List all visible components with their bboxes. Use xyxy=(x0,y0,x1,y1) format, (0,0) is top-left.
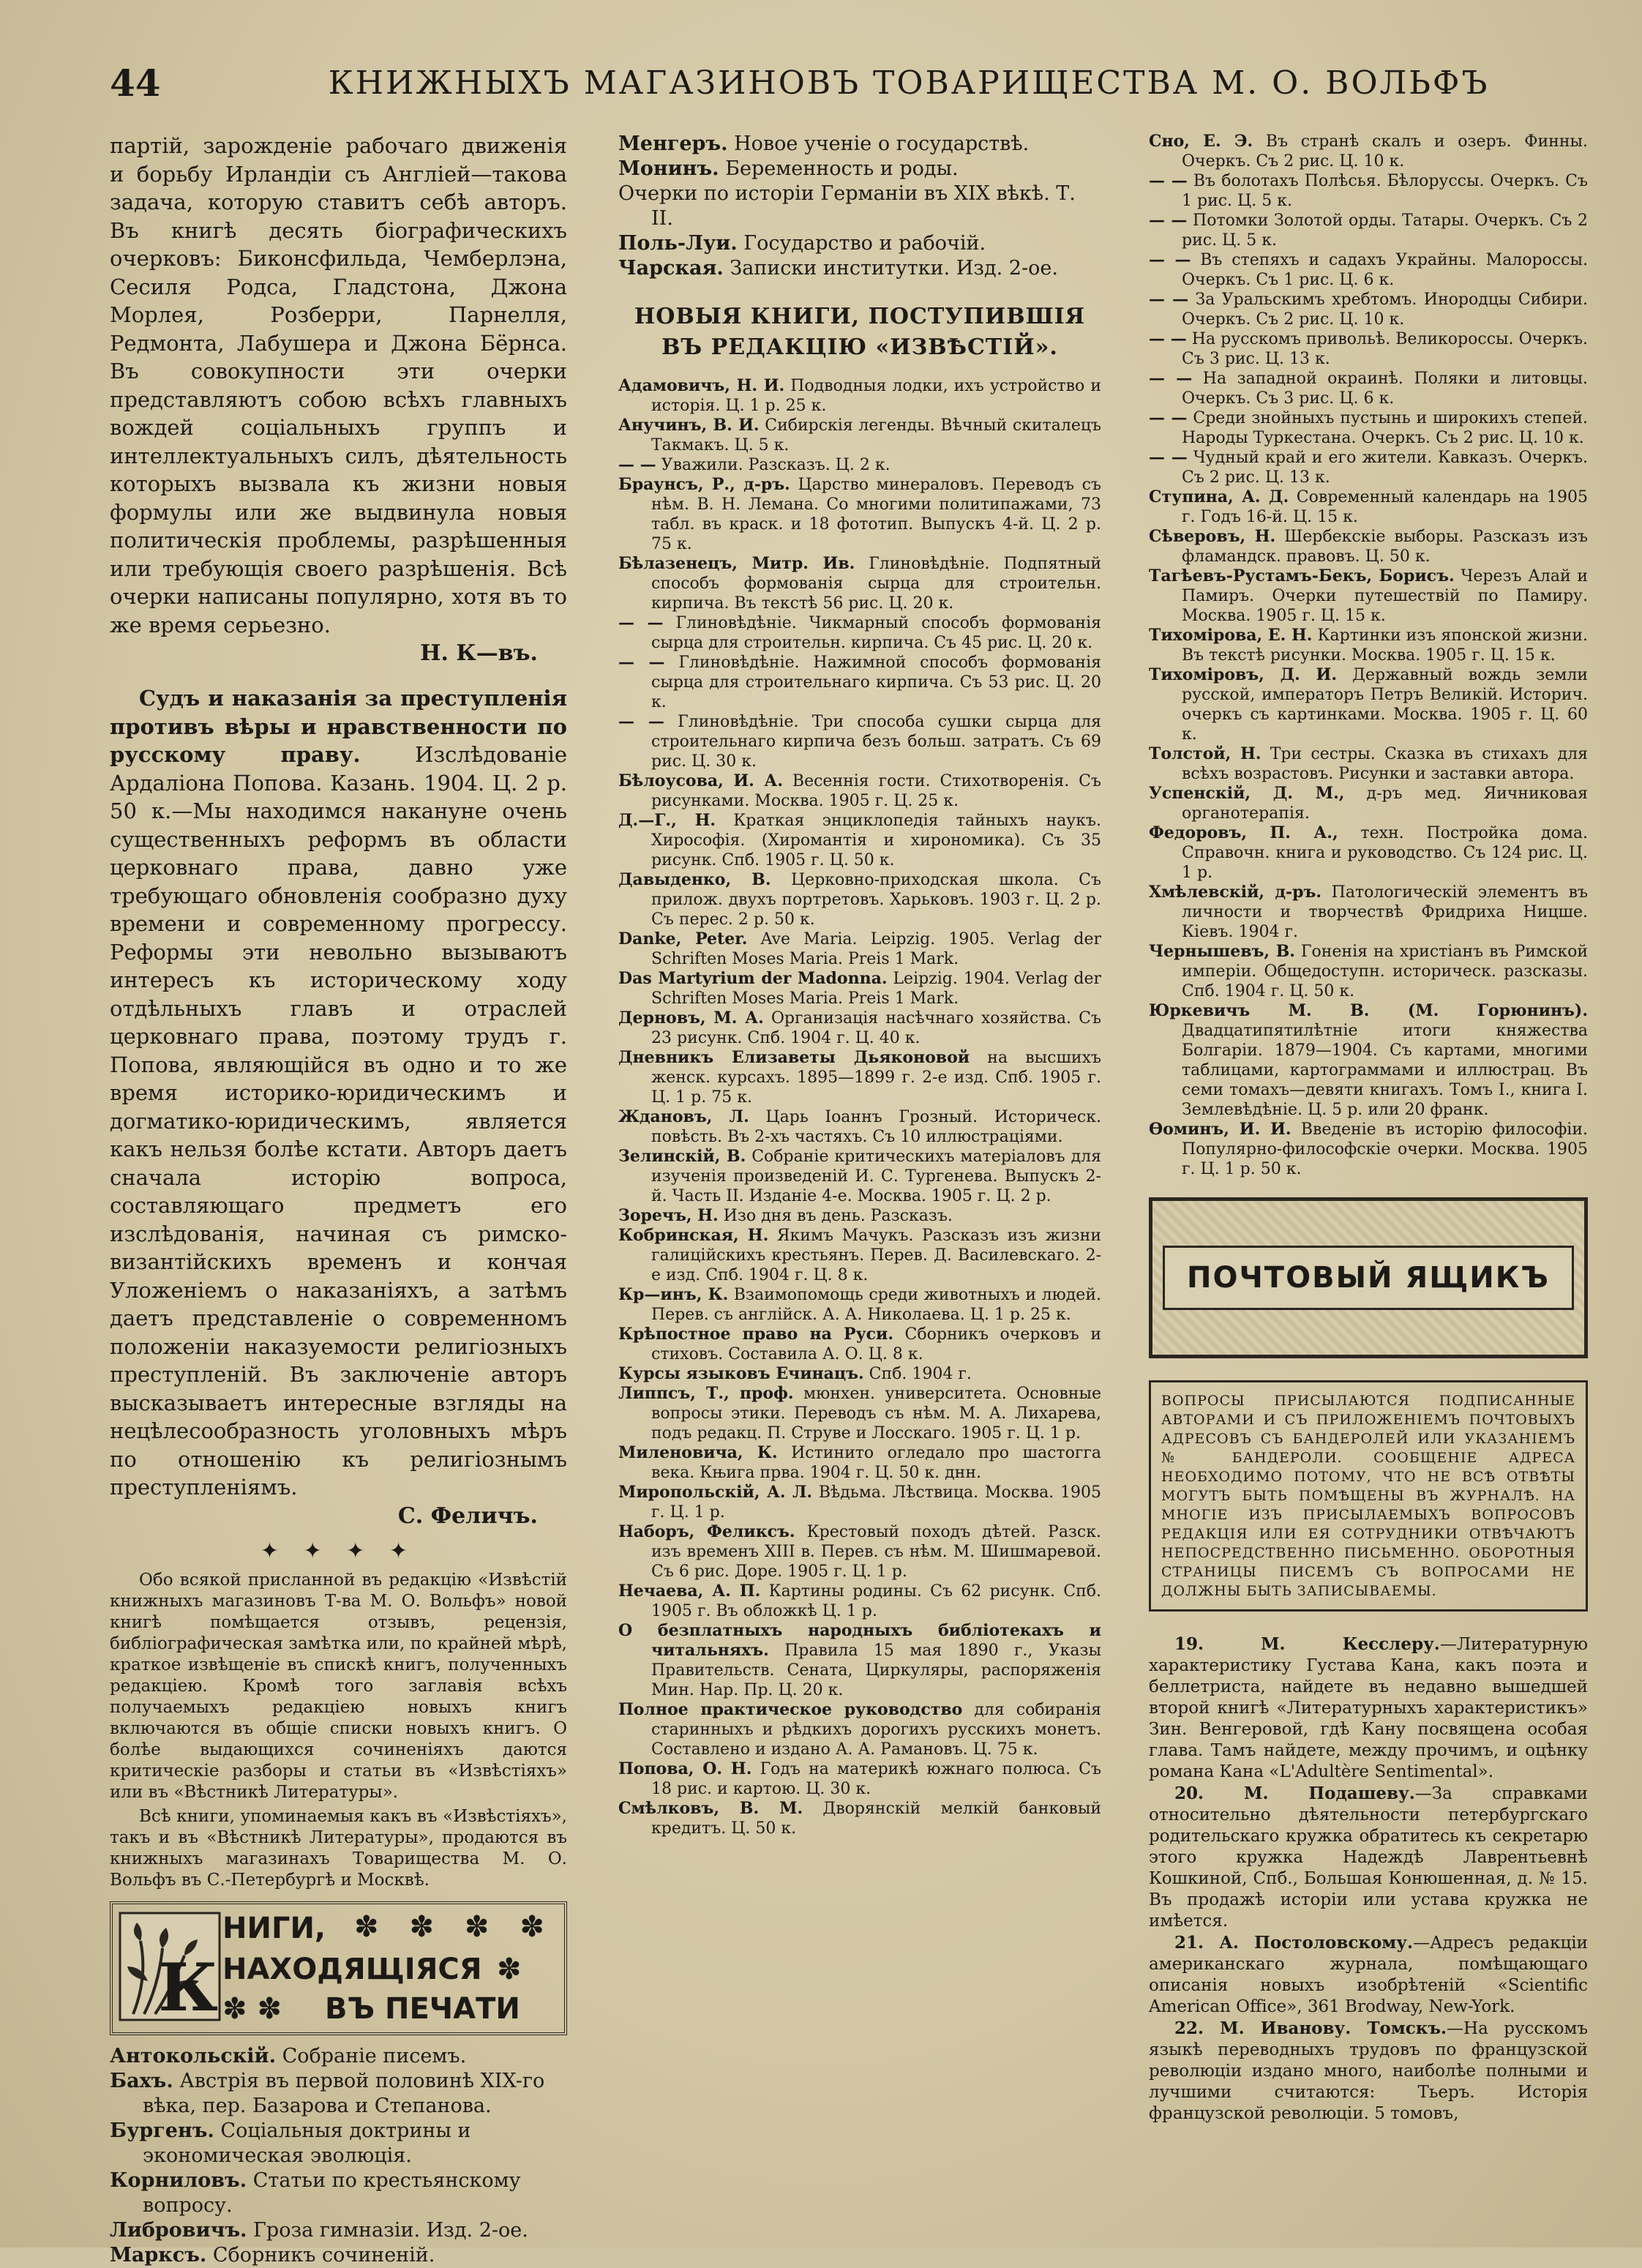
press-list-item xyxy=(618,231,1101,256)
book-entry xyxy=(1149,250,1588,290)
entry-text: Церковно-приходская школа. Съ прилож. двухъ портретовъ. Харьковъ. 1903 г. Ц. 2 р. Съ перес. 2 р. 50 к. xyxy=(651,871,1101,929)
entry-text: Въ болотахъ Полѣсья. Бѣлоруссы. Очеркъ. Съ 1 рис. Ц. 5 к. xyxy=(1182,172,1588,210)
entry-text: Взаимопомощь среди животныхъ и людей. Перев. съ англійск. А. А. Николаева. Ц. 1 р. 25 к. xyxy=(651,1286,1101,1324)
book-entry xyxy=(618,969,1101,1008)
entry-text: Сибирскія легенды. Вѣчный скиталецъ Такмакъ. Ц. 5 к. xyxy=(651,416,1101,454)
entry-text: Собраніе критическихъ матеріаловъ для изученія произведеній И. С. Тургенева. Выпускъ 2-й. Часть II. Изданіе 4-е. Москва. 1905 г. Ц. 2 р. xyxy=(651,1148,1101,1205)
book-entry xyxy=(1149,448,1588,487)
entry-author: Ступина, А. Д. xyxy=(1149,487,1289,506)
entry-author: Хмѣлевскій, д-ръ. xyxy=(1149,883,1322,902)
book-entry xyxy=(1149,1001,1588,1120)
book-entry xyxy=(1149,211,1588,250)
entry-author: — — xyxy=(618,455,656,474)
entry-author: — — xyxy=(1149,211,1188,230)
book-entry xyxy=(618,1048,1101,1107)
entry-text: на высшихъ женск. курсахъ. 1895—1899 г. 2-е изд. Спб. 1905 г. Ц. 1 р. 75 к. xyxy=(651,1049,1101,1107)
entry-author: Тагѣевъ-Рустамъ-Бекъ, Борисъ. xyxy=(1149,566,1455,585)
entry-author: Das Martyrium der Madonna. xyxy=(618,969,888,988)
book-entry xyxy=(618,653,1101,712)
entry-text: Вѣдьма. Лѣствица. Москва. 1905 г. Ц. 1 р. xyxy=(651,1483,1101,1522)
entry-author: Крѣпостное право на Руси. xyxy=(618,1325,894,1344)
entry-author: Анучинъ, В. И. xyxy=(618,416,760,435)
entry-text: д-ръ мед. Яичниковая органотерапія. xyxy=(1182,785,1589,823)
entry-text: Царство минераловъ. Переводъ съ нѣм. В. Н. Лемана. Со многими политипажами, 73 табл. въ краск. и 18 фототип. Выпускъ 4-й. Ц. 2 р. 75 к. xyxy=(651,476,1101,553)
entry-author: Антокольскій. xyxy=(110,2044,276,2067)
book-entry xyxy=(1149,744,1588,784)
book-entry xyxy=(1149,823,1588,883)
book-entry xyxy=(1149,132,1588,171)
entry-author: Курсы языковъ Ечинацъ. xyxy=(618,1364,864,1383)
book-entry xyxy=(618,1621,1101,1700)
entry-text: Очерки по исторіи Германіи въ XIX вѣкѣ. Т. II. xyxy=(618,182,1076,230)
book-entry xyxy=(618,1443,1101,1483)
entry-author: Монинъ. xyxy=(618,157,719,180)
books-in-press-list xyxy=(110,2044,567,2268)
press-list-item xyxy=(110,2044,567,2069)
entry-author: — — xyxy=(618,613,664,632)
book-entry xyxy=(1149,290,1588,329)
press-list-item xyxy=(618,256,1101,281)
entry-text: Собраніе писемъ. xyxy=(275,2044,467,2067)
answer-recipient: 20. М. Подашеву. xyxy=(1174,1784,1415,1803)
entry-text: Черезъ Алай и Памиръ. Очерки путешествій по Памиру. Москва. 1905 г. Ц. 15 к. xyxy=(1182,567,1588,625)
column-left xyxy=(110,132,567,2267)
entry-author: Чернышевъ, В. xyxy=(1149,942,1295,961)
entry-text: Государство и рабочій. xyxy=(737,232,986,255)
book-entry xyxy=(618,1522,1101,1582)
entry-author: Бѣлазенецъ, Митр. Ив. xyxy=(618,554,855,573)
entry-author: Бѣлоусова, И. А. xyxy=(618,771,783,790)
review-2-title: Судъ и наказанія за преступленія противъ вѣры и нравственности по русскому праву. xyxy=(110,686,567,767)
entry-text: Истинито огледало про шастогга века. Књига прва. 1904 г. Ц. 50 к. днн. xyxy=(651,1444,1102,1482)
new-books-list xyxy=(618,376,1101,1838)
entry-text: Сборникъ сочиненій. xyxy=(206,2243,435,2267)
press-list-item xyxy=(110,2218,567,2243)
entry-author: Попова, О. Н. xyxy=(618,1759,752,1778)
entry-text: Въ степяхъ и садахъ Украйны. Малороссы. Очеркъ. Съ 1 рис. Ц. 6 к. xyxy=(1182,251,1588,289)
mailbox-heading-frame xyxy=(1149,1197,1588,1358)
press-list-item xyxy=(110,2168,567,2218)
entry-text: Leipzig. 1904. Verlag der Schriften Moses Maria. Preis 1 Mark. xyxy=(651,970,1101,1008)
entry-author: Сѣверовъ, Н. xyxy=(1149,527,1276,546)
press-list-item xyxy=(110,2243,567,2268)
entry-author: О безплатныхъ народныхъ библіотекахъ и читальняхъ. xyxy=(618,1621,1101,1660)
entry-text: Потомки Золотой орды. Татары. Очеркъ. Съ 2 рис. Ц. 5 к. xyxy=(1182,212,1588,250)
entry-text: мюнхен. университета. Основные вопросы этики. Переводъ съ нѣм. М. А. Лихарева, подъ редакц. П. Струве и Лосскаго. 1905 г. Ц. 1 р. xyxy=(651,1385,1101,1442)
books-in-press-list-continued xyxy=(618,132,1101,281)
entry-author: Успенскій, Д. М., xyxy=(1149,784,1345,803)
entry-text: техн. Постройка дома. Справочн. книга и руководство. Съ 124 рис. Ц. 1 р. xyxy=(1182,824,1589,882)
book-entry xyxy=(618,1384,1101,1443)
entry-author: — — xyxy=(1149,408,1188,427)
answer-text: —Адресъ редакціи американскаго журнала, помѣщающаго описанія новыхъ изобрѣтеній «Scientific American Office», 361 Brodway, New-York. xyxy=(1149,1934,1588,2016)
book-entry xyxy=(1149,883,1588,942)
entry-text: Современный календарь на 1905 г. Годъ 16-й. Ц. 15 к. xyxy=(1182,488,1588,526)
book-entry xyxy=(618,1700,1101,1759)
entry-author: Сно, Е. Э. xyxy=(1149,132,1253,151)
entry-author: Федоровъ, П. А., xyxy=(1149,823,1338,842)
entry-author: — — xyxy=(1149,171,1188,190)
entry-author: Корниловъ. xyxy=(110,2168,247,2192)
entry-author: Нечаева, А. П. xyxy=(618,1582,761,1601)
entry-text: Картины родины. Съ 62 рисунк. Спб. 1905 г. Въ обложкѣ Ц. 1 р. xyxy=(651,1582,1101,1620)
entry-text: Гроза гимназіи. Изд. 2-ое. xyxy=(247,2218,528,2242)
answer-recipient: 21. А. Постоловскому. xyxy=(1174,1933,1413,1953)
mailbox-title: ПОЧТОВЫЙ ЯЩИКЪ xyxy=(1163,1246,1574,1310)
entry-author: Юркевичъ М. В. (М. Горюнинъ). xyxy=(1149,1001,1588,1020)
review-2-body: Изслѣдованіе Ардаліона Попова. Казань. 1904. Ц. 2 р. 50 к.—Мы находимся накануне очень существенныхъ реформъ въ области церковнаго права, давно уже требующаго обновленія сообразно духу времени и современному прогрессу. Реформы эти невольно вызываютъ интересъ къ историческому ходу отдѣльныхъ главъ и отраслей церковнаго права, поэтому трудъ г. Попова, являющійся въ одно и то же время историко-юридическимъ и догматико-юридическимъ, является какъ нельзя болѣе кстати. Авторъ даетъ сначала исторію вопроса, составляющаго предметъ его изслѣдованія, начиная съ римско-византійскихъ временъ и кончая Уложеніемъ о наказаніяхъ, а затѣмъ даетъ представленіе о современномъ положеніи наказуемости религіозныхъ преступленій. Въ заключеніе авторъ высказываетъ интересные взгляды на нецѣлесообразность уголовныхъ мѣръ по отношенію къ религіознымъ преступленіямъ. xyxy=(110,742,567,1500)
entry-author: Полное практическое руководство xyxy=(618,1700,963,1719)
entry-author: — — xyxy=(1149,369,1193,388)
entry-author: Д.—Г., Н. xyxy=(618,811,716,830)
book-entry xyxy=(618,1285,1101,1325)
book-entry xyxy=(1149,784,1588,823)
entry-author: Липпсъ, Т., проф. xyxy=(618,1384,794,1403)
entry-author: Зоречъ, Н. xyxy=(618,1206,719,1225)
book-entry xyxy=(1149,369,1588,408)
entry-author: Ждановъ, Л. xyxy=(618,1107,749,1126)
book-entry xyxy=(618,1325,1101,1364)
ornamental-initial-k-icon xyxy=(119,1912,221,2026)
review-text-1: партій, зарожденіе рабочаго движенія и борьбу Ирландіи съ Англіей—такова задача, которую ставитъ себѣ авторъ. Въ книгѣ десять біографическихъ очерковъ: Биконсфильда, Чемберлэна, Сесиля Родса, Гладстона, Джона Морлея, Розберри, Парнелля, Редмонта, Лабушера и Джона Бёрнса. Въ совокупности эти очерки представляютъ собою всѣхъ главныхъ вождей соціальныхъ группъ и интеллектуальныхъ силъ, дѣятельность которыхъ вызвала къ жизни новыя формулы или же выдвинула новыя политическія проблемы, разрѣшенныя или требующія своего разрѣшенія. Всѣ очерки написаны популярно, хотя въ то же время серьезно. xyxy=(110,133,567,637)
entry-author: Поль-Луи. xyxy=(618,232,738,255)
book-entry xyxy=(618,1582,1101,1621)
entry-text: Уважили. Разсказъ. Ц. 2 к. xyxy=(656,456,891,474)
book-entry xyxy=(1149,1120,1588,1179)
entry-author: Давыденко, В. xyxy=(618,870,771,889)
entry-author: Кобринская, Н. xyxy=(618,1226,769,1245)
entry-text: Изо дня въ день. Разсказъ. xyxy=(718,1207,953,1225)
entry-author: Чарская. xyxy=(618,257,724,280)
heading-line-3: ВЪ ПЕЧАТИ xyxy=(325,1991,520,2026)
mailbox-answer xyxy=(1149,1932,1588,2018)
book-entry xyxy=(618,416,1101,455)
book-entry xyxy=(1149,665,1588,744)
entry-text: На русскомъ привольѣ. Великороссы. Очеркъ. Съ 3 рис. Ц. 13 к. xyxy=(1182,330,1588,368)
book-entry xyxy=(618,554,1101,613)
entry-text: Якимъ Мачукъ. Разсказъ изъ жизни галиційскихъ крестьянъ. Перев. Д. Василевскаго. 2-е изд. Спб. 1904 г. Ц. 8 к. xyxy=(651,1227,1101,1284)
answer-recipient: 22. М. Иванову. Томскъ. xyxy=(1174,2018,1447,2038)
entry-text: Шербекскіе выборы. Разсказъ изъ фламандск. правовъ. Ц. 50 к. xyxy=(1182,528,1588,566)
mailbox-answer xyxy=(1149,1633,1588,1783)
entry-text: Державный вождь земли русской, императоръ Петръ Великій. Историч. очеркъ съ картинками. Москва. 1905 г. Ц. 60 к. xyxy=(1182,666,1588,744)
book-entry xyxy=(618,811,1101,870)
entry-text: Въ странѣ скалъ и озеръ. Финны. Очеркъ. Съ 2 рис. Ц. 10 к. xyxy=(1182,132,1588,171)
entry-author: Danke, Peter. xyxy=(618,929,748,948)
running-title: КНИЖНЫХЪ МАГАЗИНОВЪ ТОВАРИЩЕСТВА М. О. ВОЛЬФЪ xyxy=(328,64,1490,102)
entry-author: — — xyxy=(618,653,665,672)
entry-author: Наборъ, Феликсъ. xyxy=(618,1522,795,1541)
book-entry xyxy=(618,1226,1101,1285)
entry-text: Глиновѣдѣніе. Подпятный способъ формованія сырца для строительн. кирпича. Въ текстѣ 56 рис. Ц. 20 к. xyxy=(651,555,1101,613)
book-entry xyxy=(618,1147,1101,1206)
answer-text: —За справками относительно дѣятельности петербургскаго родительскаго кружка обратитесь къ секретарю этого кружка Надеждѣ Лаврентьевнѣ Кошкиной, Спб., Большая Конюшенная, д. № 15. Въ продажѣ исторіи или устава кружка не имѣется. xyxy=(1149,1784,1588,1931)
book-entry xyxy=(618,929,1101,969)
entry-author: Либровичъ. xyxy=(110,2218,247,2242)
mailbox-answer xyxy=(1149,2018,1588,2125)
heading-stars-1: ✽ ✽ ✽ ✽ xyxy=(354,1909,555,1944)
page-number: 44 xyxy=(110,61,161,105)
mailbox-notice: ВОПРОСЫ ПРИСЫЛАЮТСЯ ПОДПИСАННЫЕ АВТОРАМИ И СЪ ПРИЛОЖЕНІЕМЪ ПОЧТОВЫХЪ АДРЕСОВЪ СЪ БАНДЕРОЛЕЙ ИЛИ УКАЗАНІЕМЪ № БАНДЕРОЛИ. СООБЩЕНІЕ АДРЕСА НЕОБХОДИМО ПОТОМУ, ЧТО НЕ ВСѢ ОТВѢТЫ МОГУТЪ БЫТЬ ПОМѢЩЕНЫ ВЪ ЖУРНАЛѢ. НА МНОГІЕ ИЗЪ ПРИСЫЛАЕМЫХЪ ВОПРОСОВЪ РЕДАКЦІЯ ИЛИ ЕЯ СОТРУДНИКИ ОТВѢЧАЮТЪ НЕПОСРЕДСТВЕННО ПИСЬМЕННО. ОБОРОТНЫЯ СТРАНИЦЫ ПИСЕМЪ СЪ ВОПРОСАМИ НЕ ДОЛЖНЫ БЫТЬ ЗАПИСЫВАЕМЫ. xyxy=(1149,1380,1588,1612)
entry-text: Глиновѣдѣніе. Нажимной способъ формованія сырца для строительнаго кирпича. Съ 53 рис. Ц. 20 к. xyxy=(651,654,1101,711)
entry-author: Миленовича, К. xyxy=(618,1443,778,1462)
entry-text: Правила 15 мая 1890 г., Указы Правительств. Сената, Циркуляры, распоряженія Мин. Нар. Пр. Ц. 20 к. xyxy=(651,1642,1101,1699)
book-entry xyxy=(618,870,1101,929)
book-entry xyxy=(1149,566,1588,626)
entry-text: Крестовый походъ дѣтей. Разск. изъ временъ XIII в. Перев. съ нѣм. М. Шишмаревой. Съ 6 рис. Доре. 1905 г. Ц. 1 р. xyxy=(651,1523,1101,1581)
answer-recipient: 19. М. Кесслеру. xyxy=(1174,1634,1440,1654)
entry-text: Статьи по крестьянскому вопросу. xyxy=(143,2168,521,2217)
entry-text: Патологическій элементъ въ личности и творчествѣ Фридриха Ницше. Кіевъ. 1904 г. xyxy=(1182,883,1588,941)
entry-author: Дневникъ Елизаветы Дьяконовой xyxy=(618,1048,970,1067)
book-entry xyxy=(1149,329,1588,369)
entry-text: Подводныя лодки, ихъ устройство и исторія. Ц. 1 р. 25 к. xyxy=(651,377,1101,415)
entry-text: Беременность и роды. xyxy=(719,157,959,180)
entry-text: Ave Maria. Leipzig. 1905. Verlag der Schriften Moses Maria. Preis 1 Mark. xyxy=(651,930,1101,968)
book-entry xyxy=(1149,487,1588,527)
press-list-item xyxy=(110,2069,567,2119)
book-entry xyxy=(618,712,1101,771)
entry-text: Соціальныя доктрины и экономическая эволюція. xyxy=(143,2119,471,2167)
entry-text: Чудный край и его жители. Кавказъ. Очеркъ. Съ 2 рис. Ц. 13 к. xyxy=(1182,449,1588,487)
book-entry xyxy=(1149,626,1588,665)
book-entry xyxy=(1149,942,1588,1001)
entry-author: Дерновъ, М. А. xyxy=(618,1008,764,1028)
entry-text: Царь Іоаннъ Грозный. Историческ. повѣсть. Въ 2-хъ частяхъ. Съ 10 иллюстраціями. xyxy=(651,1108,1101,1146)
answer-text: —На русскомъ языкѣ переводныхъ трудовъ по французской революціи издано много, наиболѣе полными и лучшими считаются: Тьеръ. Исторія французской революціи. 5 томовъ, xyxy=(1149,2019,1588,2123)
book-entry xyxy=(1149,171,1588,211)
entry-text: На западной окраинѣ. Поляки и литовцы. Очеркъ. Съ 3 рис. Ц. 6 к. xyxy=(1182,370,1588,408)
answer-text: —Литературную характеристику Густава Кана, какъ поэта и беллетриста, найдете въ недавно вышедшей второй книгѣ «Литературныхъ характеристикъ» Зин. Венгеровой, гдѣ Кану посвящена особая глава. Тамъ найдете, между прочимъ, и оцѣнку романа Кана «L'Adultère Sentimental». xyxy=(1149,1635,1588,1781)
entry-author: — — xyxy=(1149,448,1188,467)
section-divider: ✦ ✦ ✦ ✦ xyxy=(260,1538,417,1564)
column-middle xyxy=(618,132,1101,2225)
entry-text: Годъ на материкѣ южнаго полюса. Съ 18 рис. и картою. Ц. 30 к. xyxy=(651,1760,1102,1798)
heading-stars-3: ✽ ✽ xyxy=(222,1991,282,2026)
entry-text: Три сестры. Сказка въ стихахъ для всѣхъ возрастовъ. Рисунки и заставки автора. xyxy=(1182,745,1588,783)
entry-author: Смѣлковъ, В. М. xyxy=(618,1799,803,1818)
new-books-list-continued xyxy=(1149,132,1588,1179)
book-entry xyxy=(618,1799,1101,1838)
press-list-item xyxy=(618,157,1101,181)
entry-text: Гоненія на христіанъ въ Римской имперіи. Общедоступн. историческ. разсказы. Спб. 1904 г. Ц. 50 к. xyxy=(1182,943,1589,1000)
entry-text: Краткая энциклопедія тайныхъ наукъ. Хирософія. (Хиромантія и хирономика). Съ 35 рисунк. Спб. 1905 г. Ц. 50 к. xyxy=(651,812,1101,869)
entry-author: — — xyxy=(1149,329,1187,348)
entry-text: Организація насѣчнаго хозяйства. Съ 23 рисунк. Спб. 1904 г. Ц. 40 к. xyxy=(651,1009,1101,1047)
book-entry xyxy=(1149,408,1588,448)
entry-text: Введеніе въ исторію философіи. Популярно-философскіе очерки. Москва. 1905 г. Ц. 1 р. 50 к. xyxy=(1182,1120,1588,1178)
page-header xyxy=(110,57,1598,108)
review-signature-1: Н. К—въ. xyxy=(420,640,538,666)
entry-author: — — xyxy=(1149,290,1189,309)
entry-text: Глиновѣдѣніе. Три способа сушки сырца для строительнаго кирпича безъ больш. затратъ. Съ 69 рис. Ц. 30 к. xyxy=(651,713,1101,771)
review-signature-2: С. Феличъ. xyxy=(397,1502,538,1529)
entry-author: — — xyxy=(1149,250,1191,269)
book-entry xyxy=(618,1483,1101,1522)
entry-text: За Уральскимъ хребтомъ. Инородцы Сибири. Очеркъ. Съ 2 рис. Ц. 10 к. xyxy=(1182,291,1588,329)
entry-author: Браунсъ, Р., д-ръ. xyxy=(618,475,790,494)
heading-star-2: ✽ xyxy=(497,1952,522,1986)
entry-author: Зелинскій, В. xyxy=(618,1147,746,1166)
review-2 xyxy=(110,684,567,1502)
entry-text: Австрія въ первой половинѣ XIX-го вѣка, пер. Базарова и Степанова. xyxy=(143,2069,545,2117)
mailbox-answers xyxy=(1149,1633,1588,2125)
entry-text: для собиранія старинныхъ и рѣдкихъ дорогихъ русскихъ монетъ. Составлено и издано А. А. Рамановъ. Ц. 75 к. xyxy=(651,1701,1101,1759)
entry-author: Адамовичъ, Н. И. xyxy=(618,376,785,395)
editorial-note-2: Всѣ книги, упоминаемыя какъ въ «Извѣстіяхъ», такъ и въ «Вѣстникѣ Литературы», продаются въ книжныхъ магазинахъ Товарищества М. О. Вольфъ въ С.-Петербургѣ и Москвѣ. xyxy=(110,1806,567,1890)
entry-author: Тихоміровъ, Д. И. xyxy=(1149,665,1337,684)
book-entry xyxy=(618,1759,1101,1799)
svg-text:К: К xyxy=(158,1948,218,2026)
heading-line-1: НИГИ, xyxy=(222,1911,326,1945)
entry-author: Бургенъ. xyxy=(110,2119,214,2142)
book-entry xyxy=(618,1364,1101,1384)
new-books-heading: НОВЫЯ КНИГИ, ПОСТУПИВШІЯ ВЪ РЕДАКЦІЮ «ИЗВѢСТІЙ». xyxy=(634,304,1086,360)
press-list-item xyxy=(618,132,1101,157)
entry-author: Ѳоминъ, И. И. xyxy=(1149,1120,1292,1139)
mailbox-answer xyxy=(1149,1783,1588,1932)
press-list-item xyxy=(110,2119,567,2168)
entry-text: Дворянскій мелкій банковый кредитъ. Ц. 50 к. xyxy=(651,1800,1101,1838)
entry-text: Спб. 1904 г. xyxy=(863,1365,972,1383)
column-right xyxy=(1149,132,1588,2225)
entry-author: Менгеръ. xyxy=(618,132,728,155)
entry-author: Миропольскій, А. Л. xyxy=(618,1483,813,1502)
entry-author: Тихомірова, Е. Н. xyxy=(1149,626,1313,645)
book-entry xyxy=(618,1206,1101,1226)
entry-author: Бахъ. xyxy=(110,2069,173,2092)
heading-line-2: НАХОДЯЩІЯСЯ xyxy=(222,1952,482,1986)
entry-text: Двадцатипятилѣтніе итоги княжества Болгаріи. 1879—1904. Съ картами, многими таблицами, картограммами и иллюстрац. Въ семи томахъ—девяти книгахъ. Томъ I., книга I. Землевѣдѣніе. Ц. 5 р. или 20 франк. xyxy=(1182,1022,1588,1119)
editorial-note-1: Обо всякой присланной въ редакцію «Извѣстій книжныхъ магазиновъ Т-ва М. О. Вольфъ» новой книгѣ помѣщается отзывъ, рецензія, библіографическая замѣтка или, по крайней мѣрѣ, краткое извѣщеніе въ спискѣ книгъ, полученныхъ редакціею. Кромѣ того заглавія всѣхъ получаемыхъ редакціею новыхъ книгъ включаются въ общіе списки новыхъ книгъ. О болѣе выдающихся сочиненіяхъ даются критическіе разборы и статьи въ «Извѣстіяхъ» или въ «Вѣстникѣ Литературы». xyxy=(110,1570,567,1802)
entry-author: Марксъ. xyxy=(110,2243,207,2267)
book-entry xyxy=(618,475,1101,554)
entry-author: — — xyxy=(618,712,664,731)
book-entry xyxy=(618,376,1101,416)
entry-text: Новое ученіе о государствѣ. xyxy=(727,132,1030,155)
entry-text: Среди знойныхъ пустынь и широкихъ степей. Народы Туркестана. Очеркъ. Съ 2 рис. Ц. 10 к. xyxy=(1182,409,1588,447)
entry-text: Записки институтки. Изд. 2-ое. xyxy=(723,257,1058,280)
entry-author: Кр—инъ, К. xyxy=(618,1285,729,1304)
books-in-press-heading xyxy=(110,1901,567,2035)
book-entry xyxy=(618,455,1101,475)
book-entry xyxy=(618,1107,1101,1147)
book-entry xyxy=(618,613,1101,653)
book-entry xyxy=(618,1008,1101,1048)
entry-text: Весеннія гости. Стихотворенія. Съ рисунками. Москва. 1905 г. Ц. 25 к. xyxy=(651,772,1101,810)
entry-author: Толстой, Н. xyxy=(1149,744,1262,763)
entry-text: Картинки изъ японской жизни. Въ текстѣ рисунки. Москва. 1905 г. Ц. 15 к. xyxy=(1182,626,1588,665)
book-entry xyxy=(618,771,1101,811)
entry-text: Сборникъ очерковъ и стиховъ. Составила А. О. Ц. 8 к. xyxy=(651,1325,1101,1363)
book-entry xyxy=(1149,527,1588,566)
press-list-item xyxy=(618,181,1101,231)
entry-text: Глиновѣдѣніе. Чикмарный способъ формованія сырца для строительн. кирпича. Съ 45 рис. Ц. 20 к. xyxy=(651,614,1101,652)
